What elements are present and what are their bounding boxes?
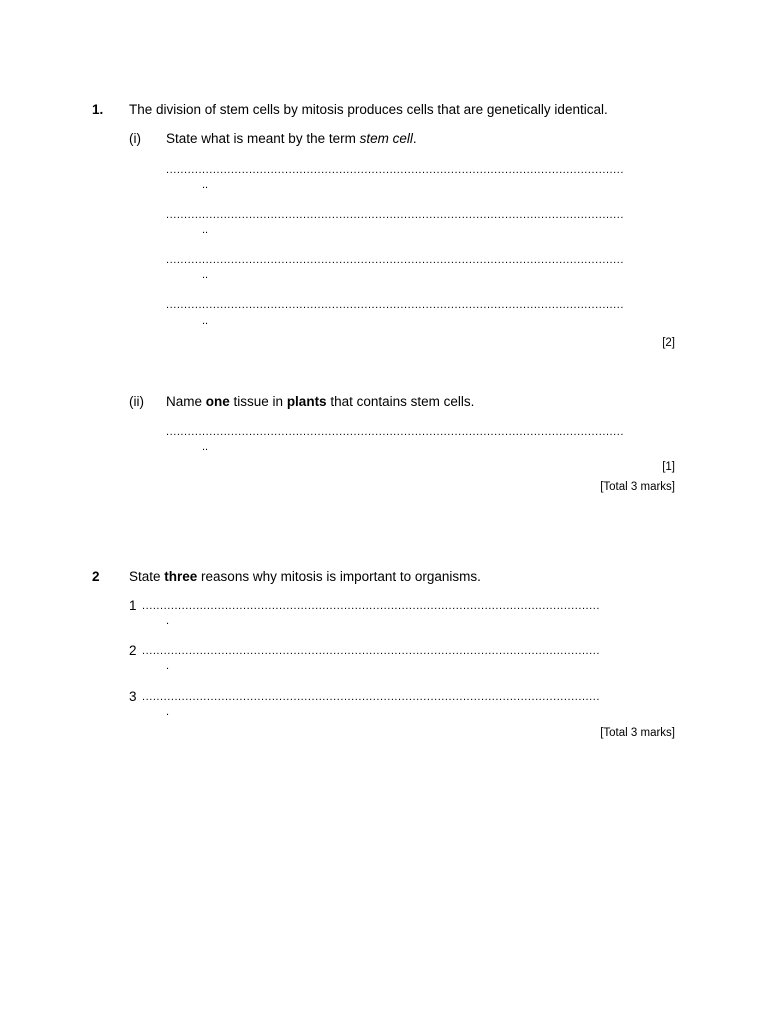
answer-line-1-continuation: .. <box>202 179 209 191</box>
part-i-prompt <box>166 131 417 147</box>
question-2-total: [Total 3 marks] <box>600 727 675 739</box>
question-1-total: [Total 3 marks] <box>600 481 675 493</box>
answer-line-2-continuation: .. <box>202 224 209 236</box>
question-1-stem: The division of stem cells by mitosis produces cells that are genetically identical. <box>129 102 608 117</box>
part-i-prompt-end: . <box>412 131 417 146</box>
answer-line-1[interactable]: ............................................................................................................................... <box>166 164 624 176</box>
answer-line-4-continuation: .. <box>202 315 209 327</box>
reason-3-continuation: . <box>166 706 170 718</box>
reason-2-number: 2 <box>129 643 137 658</box>
answer-line-3-continuation: .. <box>202 269 209 281</box>
reason-3-number: 3 <box>129 689 137 704</box>
question-2-stem <box>129 569 481 585</box>
reason-3-line[interactable]: ............................................................................................................................... <box>142 691 600 703</box>
part-ii-prompt-text-1: Name <box>166 394 206 409</box>
part-ii-prompt-text-2: tissue in <box>229 394 287 409</box>
reason-2-line[interactable]: ............................................................................................................................... <box>142 645 600 657</box>
answer-line-3[interactable]: ............................................................................................................................... <box>166 254 624 266</box>
part-ii-prompt-bold-1: one <box>205 394 230 409</box>
question-2-number: 2 <box>92 569 100 584</box>
part-i-marks: [2] <box>662 337 675 349</box>
answer-line-5[interactable]: ............................................................................................................................... <box>166 426 624 438</box>
answer-line-2[interactable]: ............................................................................................................................... <box>166 209 624 221</box>
part-ii-prompt-text-3: that contains stem cells. <box>326 394 475 409</box>
reason-1-number: 1 <box>129 598 137 613</box>
reason-2-continuation: . <box>166 660 170 672</box>
question-2-stem-bold: three <box>164 569 198 584</box>
question-2-stem-text-2: reasons why mitosis is important to organisms. <box>197 569 481 584</box>
part-i-label: (i) <box>129 131 141 146</box>
part-i-prompt-text: State what is meant by the term <box>166 131 360 146</box>
answer-line-5-continuation: .. <box>202 441 209 453</box>
part-ii-label: (ii) <box>129 394 144 409</box>
reason-1-line[interactable]: ............................................................................................................................... <box>142 600 600 612</box>
part-i-prompt-term: stem cell <box>359 131 413 146</box>
part-ii-prompt <box>166 394 474 410</box>
part-ii-prompt-bold-2: plants <box>286 394 327 409</box>
question-2-stem-text-1: State <box>129 569 165 584</box>
reason-1-continuation: . <box>166 615 170 627</box>
part-ii-marks: [1] <box>662 461 675 473</box>
question-1-number: 1. <box>92 102 104 117</box>
answer-line-4[interactable]: ............................................................................................................................... <box>166 299 624 311</box>
